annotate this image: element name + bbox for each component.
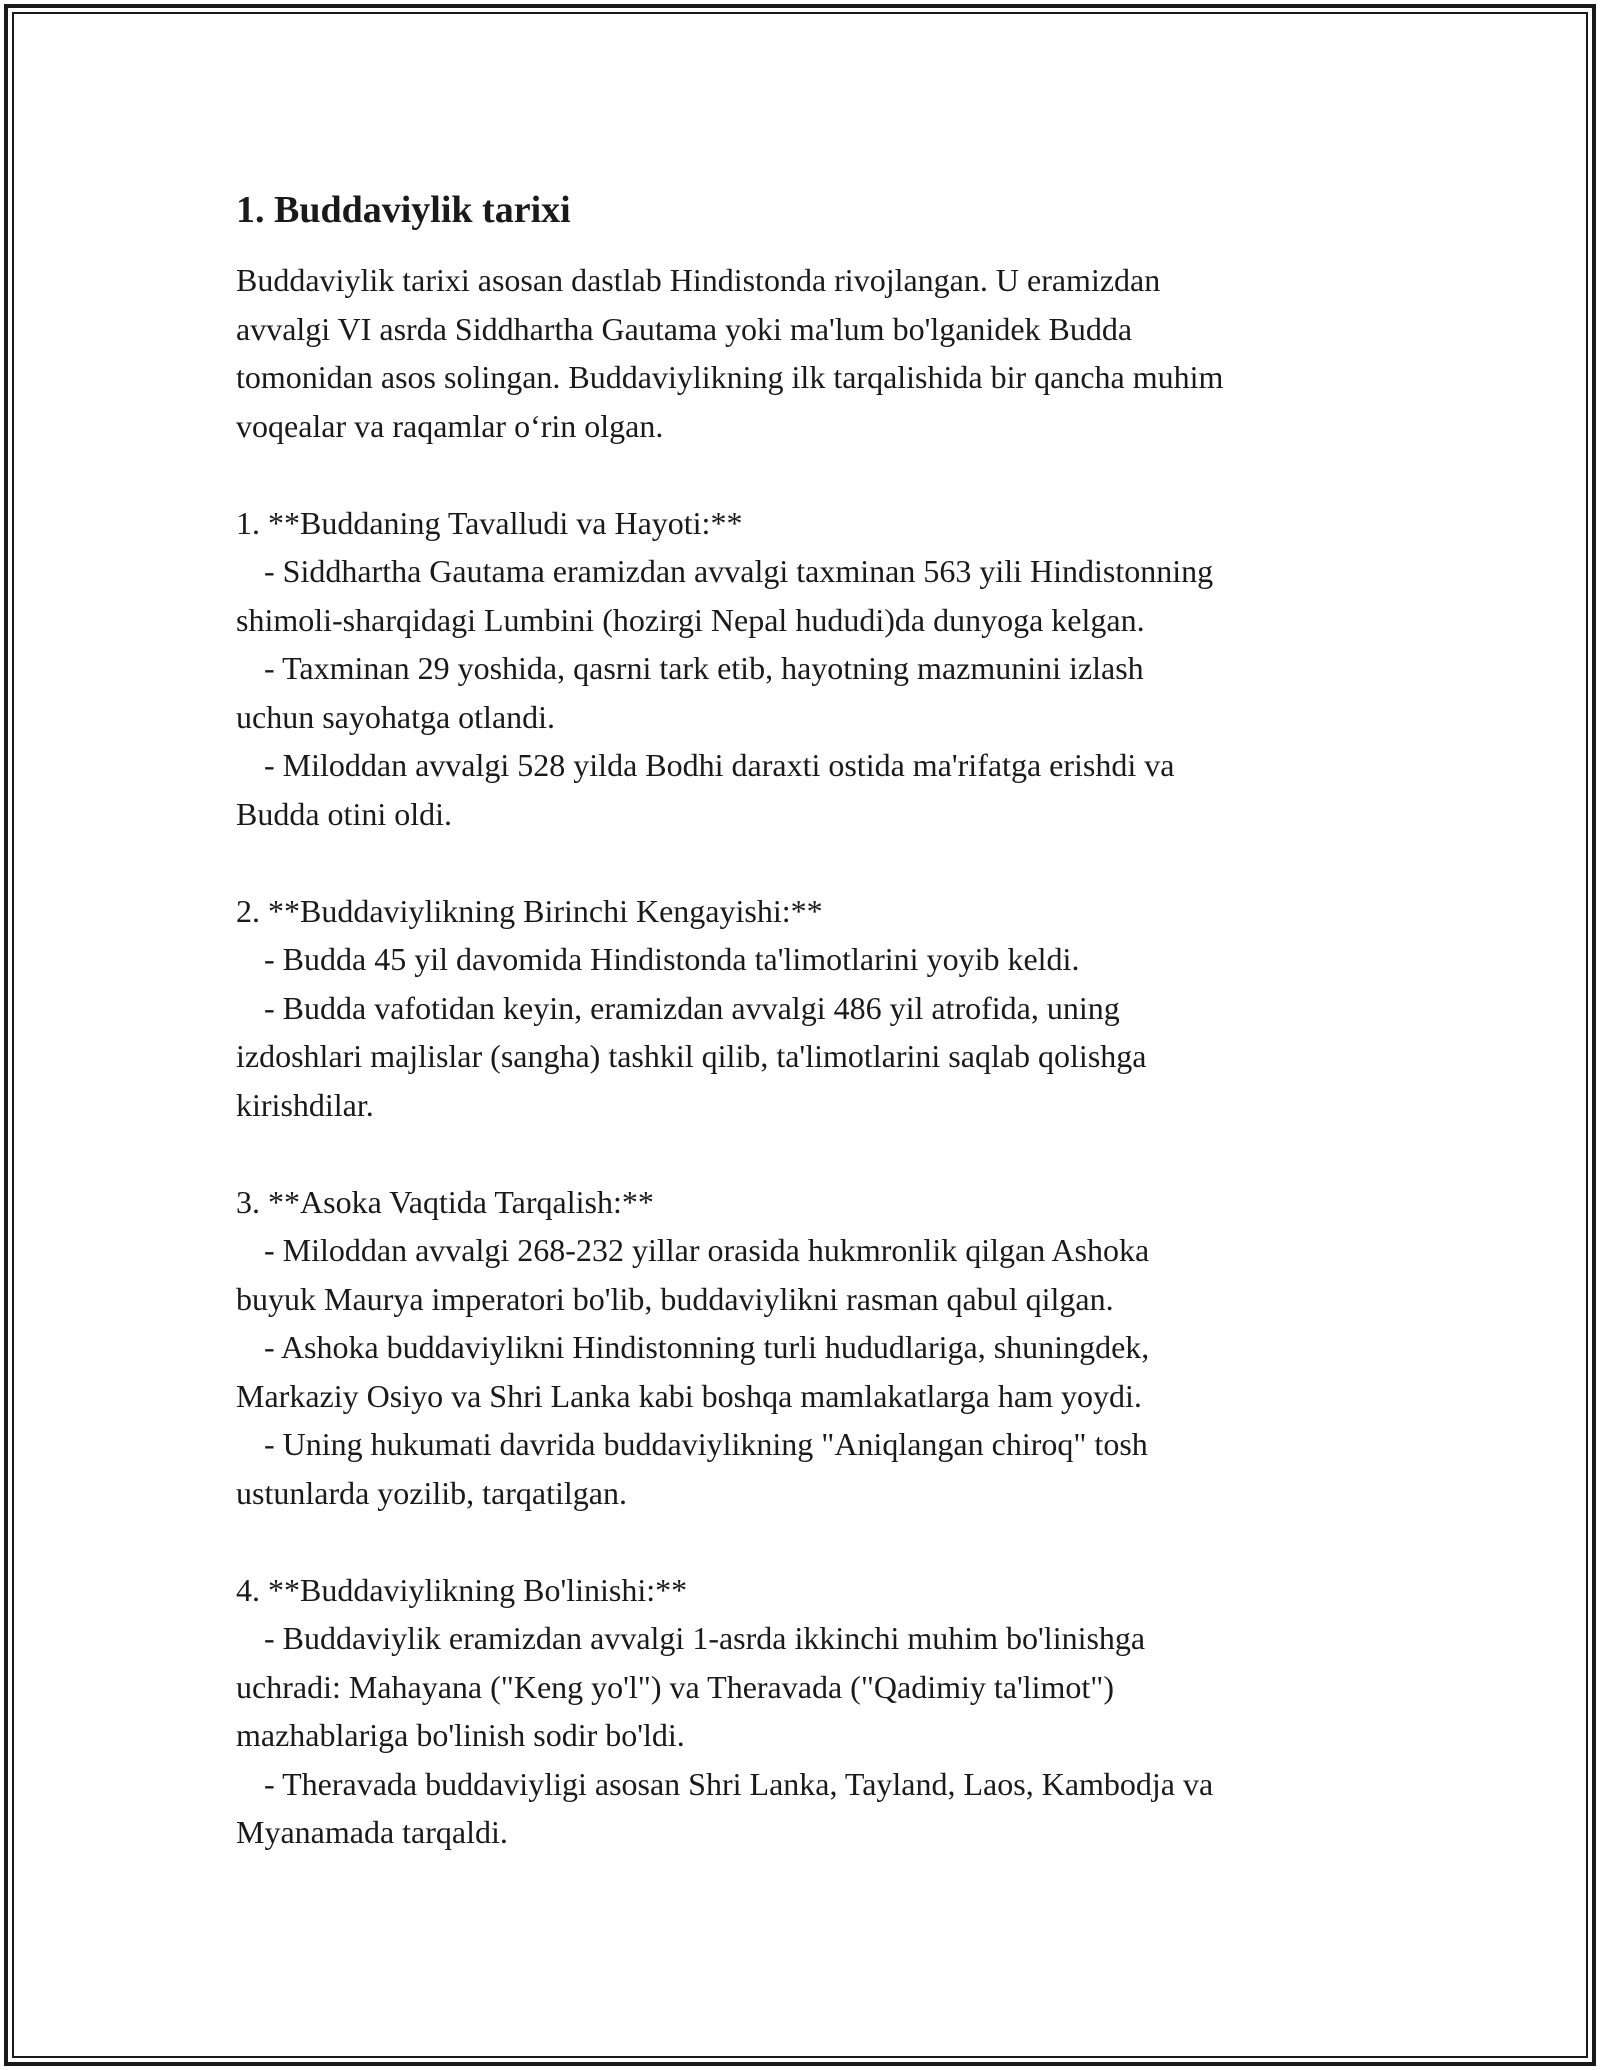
bullet-line: - Budda vafotidan keyin, eramizdan avvalgi 486 yil atrofida, uning	[264, 989, 1120, 1026]
intro-paragraph	[236, 256, 1376, 450]
text-line: Myanamada tarqaldi.	[236, 1814, 508, 1850]
section-4	[236, 1566, 1376, 1857]
section-3	[236, 1178, 1376, 1518]
spacer	[236, 1129, 1376, 1178]
section-2	[236, 887, 1376, 1130]
text-line: Budda otini oldi.	[236, 795, 452, 832]
section-title: 1. **Buddaning Tavalludi va Hayoti:**	[236, 504, 743, 541]
text-line: uchun sayohatga otlandi.	[236, 698, 556, 735]
text-line: izdoshlari majlislar (sangha) tashkil qilib, ta'limotlarini saqlab qolishga	[236, 1038, 1147, 1074]
section-1	[236, 499, 1376, 839]
text-line: uchradi: Mahayana ("Keng yo'l") va Theravada ("Qadimiy ta'limot")	[236, 1668, 1114, 1705]
spacer	[236, 838, 1376, 887]
text-line: buyuk Maurya imperatori bo'lib, buddaviylikni rasman qabul qilgan.	[236, 1280, 1114, 1317]
text-line: Buddaviylik tarixi asosan dastlab Hindistonda rivojlangan. U eramizdan	[236, 262, 1161, 298]
text-line: voqealar va raqamlar o‘rin olgan.	[236, 407, 664, 444]
text-line: kirishdilar.	[236, 1086, 374, 1123]
bullet-line: - Ashoka buddaviylikni Hindistonning turli hududlariga, shuningdek,	[264, 1329, 1150, 1365]
bullet-line: - Siddhartha Gautama eramizdan avvalgi taxminan 563 yili Hindistonning	[264, 553, 1214, 589]
bullet-line: - Taxminan 29 yoshida, qasrni tark etib, hayotning mazmunini izlash	[264, 650, 1144, 686]
spacer	[236, 450, 1376, 499]
text-line: shimoli-sharqidagi Lumbini (hozirgi Nepal hududi)da dunyoga kelgan.	[236, 601, 1145, 638]
bullet-line: - Miloddan avvalgi 528 yilda Bodhi daraxti ostida ma'rifatga erishdi va	[264, 747, 1175, 783]
section-title: 3. **Asoka Vaqtida Tarqalish:**	[236, 1183, 654, 1220]
bullet-line: - Uning hukumati davrida buddaviylikning "Aniqlangan chiroq" tosh	[264, 1426, 1148, 1462]
document-body	[236, 186, 1376, 1857]
text-line: tomonidan asos solingan. Buddaviylikning ilk tarqalishida bir qancha muhim	[236, 359, 1224, 395]
text-line: Markaziy Osiyo va Shri Lanka kabi boshqa mamlakatlarga ham yoydi.	[236, 1377, 1142, 1414]
page-title: 1. Buddaviylik tarixi	[236, 189, 571, 231]
text-line: ustunlarda yozilib, tarqatilgan.	[236, 1474, 627, 1511]
section-title: 4. **Buddaviylikning Bo'linishi:**	[236, 1571, 688, 1608]
bullet-line: - Budda 45 yil davomida Hindistonda ta'limotlarini yoyib keldi.	[264, 941, 1080, 977]
bullet-line: - Theravada buddaviyligi asosan Shri Lanka, Tayland, Laos, Kambodja va	[264, 1765, 1214, 1802]
bullet-line: - Miloddan avvalgi 268-232 yillar orasida hukmronlik qilgan Ashoka	[264, 1232, 1150, 1268]
bullet-line: - Buddaviylik eramizdan avvalgi 1-asrda ikkinchi muhim bo'linishga	[264, 1620, 1146, 1656]
text-line: avvalgi VI asrda Siddhartha Gautama yoki ma'lum bo'lganidek Budda	[236, 310, 1133, 347]
section-title: 2. **Buddaviylikning Birinchi Kengayishi:**	[236, 892, 823, 929]
spacer	[236, 1517, 1376, 1566]
text-line: mazhablariga bo'linish sodir bo'ldi.	[236, 1717, 685, 1753]
